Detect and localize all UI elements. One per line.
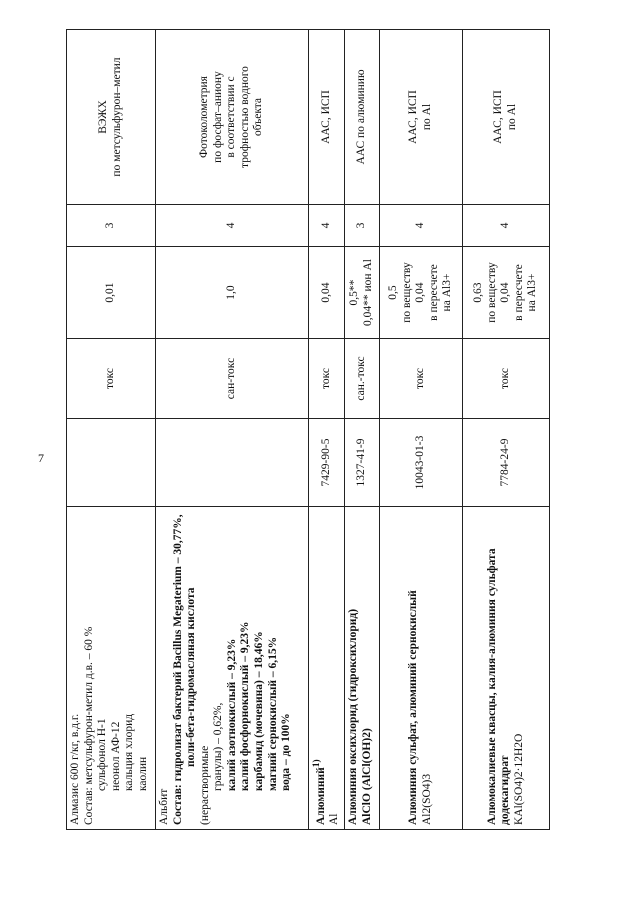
method-cell: ААС, ИСП по Al <box>379 30 462 205</box>
mpc-cell: 1,0 <box>156 247 309 339</box>
name-cell: Алюминия оксихлорид (гидроксихлорид) AlClO (AlCl(OH)2) <box>344 507 379 830</box>
name-cell: Алюминий$^{1)}$ Al <box>309 507 345 830</box>
method-cell: ААС, ИСП по Al <box>462 30 549 205</box>
mpc-cell: 0,04 <box>309 247 345 339</box>
hazard-cell: токс <box>379 339 462 419</box>
page-number: 7 <box>38 451 44 465</box>
cas-cell: 10043-01-3 <box>379 419 462 507</box>
class-cell: 3 <box>344 205 379 247</box>
mpc-cell: 0,63 по веществу 0,04 в пересчете на Al3+ <box>462 247 549 339</box>
cas-cell: 7429-90-5 <box>309 419 345 507</box>
hazard-cell: токс <box>67 339 156 419</box>
mpc-cell: 0,01 <box>67 247 156 339</box>
table-row <box>344 30 379 830</box>
name-cell: Алюминия сульфат, алюминий сернокислый Al2(SO4)3 <box>379 507 462 830</box>
cas-cell <box>156 419 309 507</box>
class-cell: 4 <box>309 205 345 247</box>
table-row <box>309 30 345 830</box>
class-cell: 4 <box>156 205 309 247</box>
table-row <box>156 30 309 830</box>
table-row <box>462 30 549 830</box>
substances-table <box>66 29 550 830</box>
table-row <box>67 30 156 830</box>
method-cell: ААС по алюминию <box>344 30 379 205</box>
cas-cell: 7784-24-9 <box>462 419 549 507</box>
method-cell: ВЭЖХ по метсульфурон–метил <box>67 30 156 205</box>
hazard-cell: токс <box>309 339 345 419</box>
name-cell: Алюмокалиевые квасцы, калия-алюминия сульфата додекагидрат KAl(SO4)2·12H2O <box>462 507 549 830</box>
name-cell: Альбит Состав: гидролизат бактерий Bacillus Megaterium – 30,77%, поли-бета-гидромасляная кислота (нерастворимые гранулы) – 0,62%, калий азотнокислый – 9,23% калий фосфорнокислый – 9,23% карбамид (мочевина) – 18,46% магний сернокислый – 6,15% вода – до 100% <box>156 507 309 830</box>
hazard-cell: сан.-токс <box>344 339 379 419</box>
name-cell: Алмазис 600 г/кг, в.д.г. Состав: метсульфурон-метил д.в. – 60 % сульфонол Н-1 неонол АФ-12 кальция хлорид каолин <box>67 507 156 830</box>
cas-cell <box>67 419 156 507</box>
mpc-cell: 0,5** 0,04** ион Al <box>344 247 379 339</box>
class-cell: 3 <box>67 205 156 247</box>
class-cell: 4 <box>379 205 462 247</box>
method-cell: ААС, ИСП <box>309 30 345 205</box>
hazard-cell: сан-токс <box>156 339 309 419</box>
mpc-cell: 0,5 по веществу 0,04 в пересчете на Al3+ <box>379 247 462 339</box>
cas-cell: 1327-41-9 <box>344 419 379 507</box>
table-row <box>379 30 462 830</box>
rotated-table-container <box>66 30 544 830</box>
method-cell: Фотоколометрия по фосфат–аниону в соответствии с трофностью водного объекта <box>156 30 309 205</box>
class-cell: 4 <box>462 205 549 247</box>
hazard-cell: токс <box>462 339 549 419</box>
